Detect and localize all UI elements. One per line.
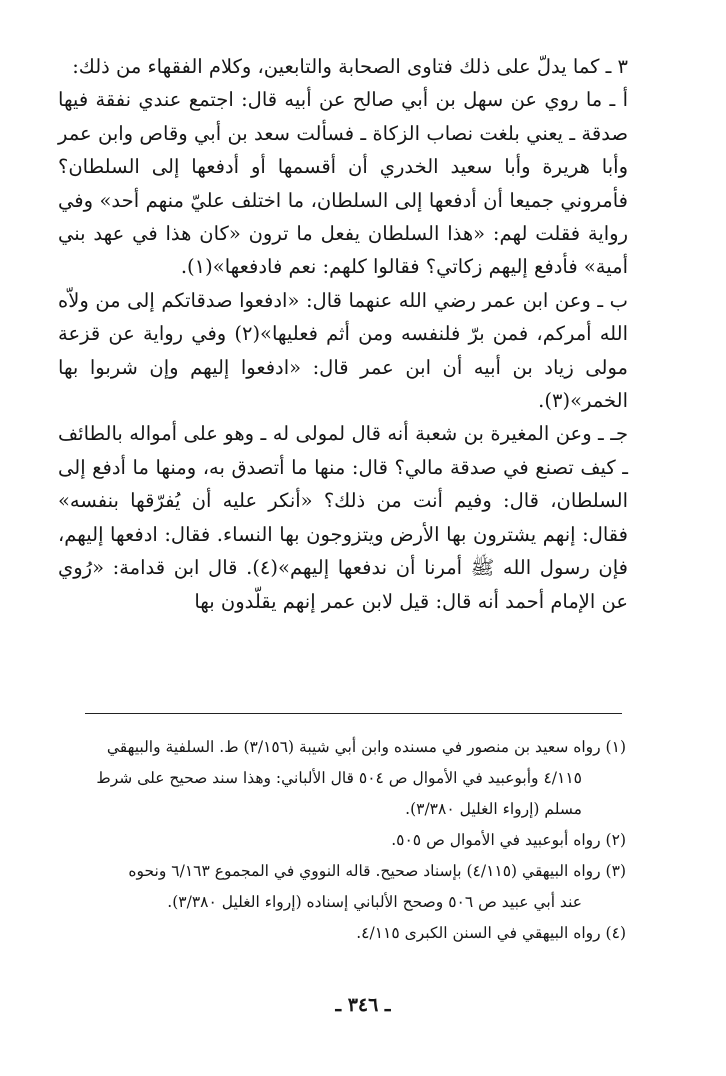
paragraph-3: ٣ ـ كما يدلّ على ذلك فتاوى الصحابة والتابعين، وكلام الفقهاء من ذلك: [72,55,628,78]
footnote-3-line-2: عند أبي عبيد ص ٥٠٦ وصحح الألباني إسناده (إرواء الغليل ٣/٣٨٠). [167,893,582,911]
footnote-3-line-1: (٣) رواه البيهقي (٤/١١٥) بإسناد صحيح. قاله النووي في المجموع ٦/١٦٣ ونحوه [128,862,626,880]
footnotes [60,732,626,949]
main-text [58,50,628,618]
footnote-4: (٤) رواه البيهقي في السنن الكبرى ٤/١١٥. [356,924,626,942]
footnote-2: (٢) رواه أبوعبيد في الأموال ص ٥٠٥. [391,831,626,849]
footnote-1-line-2: ٤/١١٥ وأبوعبيد في الأموال ص ٥٠٤ قال الألباني: وهذا سند صحيح على شرط [96,769,582,787]
paragraph-c: جـ ـ وعن المغيرة بن شعبة أنه قال لمولى له ـ وهو على أمواله بالطائف ـ كيف تصنع في صدقة مالي؟ قال: منها ما أتصدق به، ومنها ما أدفع إلى السلطان، قال: وفيم أنت من ذلك؟ «أنكر عليه أن يُفرّقها بنفسه» فقال: إنهم يشترون بها الأرض ويتزوجون بها النساء. فقال: ادفعها إليهم، فإن رسول الله ﷺ أمرنا أن ندفعها إليهم»(٤). قال ابن قدامة: «رُوي عن الإمام أحمد أنه قال: قيل لابن عمر إنهم يقلّدون بها [58,422,629,613]
paragraph-b: ب ـ وعن ابن عمر رضي الله عنهما قال: «ادفعوا صدقاتكم إلى من ولاّه الله أمركم، فمن برّ فلنفسه ومن أثم فعليها»(٢) وفي رواية عن قزعة مولى زياد بن أبيه أن ابن عمر قال: «ادفعوا إليهم وإن شربوا بها الخمر»(٣). [58,288,628,413]
footnote-1-line-3: مسلم (إرواء الغليل ٣/٣٨٠). [405,800,582,818]
footnote-divider [85,713,622,714]
footnote-1-line-1: (١) رواه سعيد بن منصور في مسنده وابن أبي شيبة (٣/١٥٦) ط. السلفية والبيهقي [106,738,626,756]
page-number: ـ ٣٤٦ ـ [335,994,391,1016]
paragraph-a: أ ـ ما روي عن سهل بن أبي صالح عن أبيه قال: اجتمع عندي نفقة فيها صدقة ـ يعني بلغت نصاب الزكاة ـ فسألت سعد بن أبي وقاص وابن عمر وأبا هريرة وأبا سعيد الخدري أن أقسمها أو أدفعها إلى السلطان؟ فأمروني جميعا أن أدفعها إلى السلطان، ما اختلف عليّ منهم أحد» وفي رواية فقلت لهم: «هذا السلطان يفعل ما ترون «كان هذا في عهد بني أمية» فأدفع إليهم زكاتي؟ فقالوا كلهم: نعم فادفعها»(١). [58,88,628,279]
